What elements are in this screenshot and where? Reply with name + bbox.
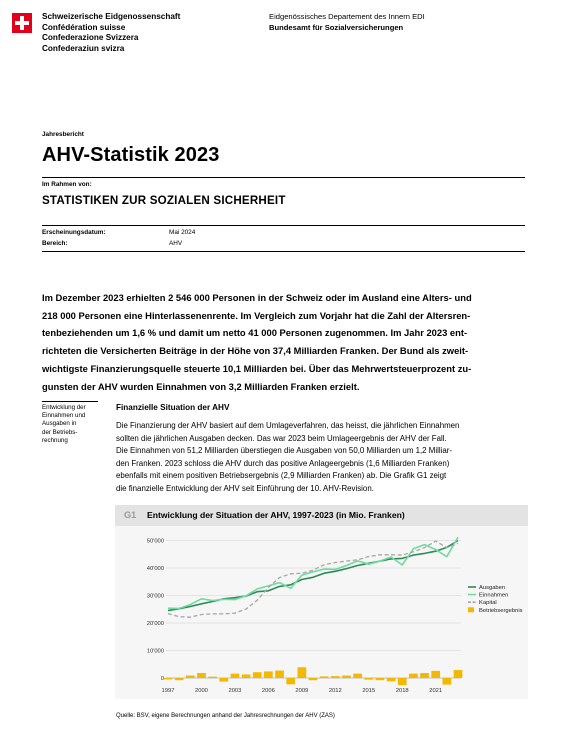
bar-betriebsergebnis — [364, 678, 373, 680]
bar-betriebsergebnis — [264, 671, 273, 678]
bar-betriebsergebnis — [376, 678, 385, 680]
bar-betriebsergebnis — [231, 674, 240, 678]
bar-betriebsergebnis — [297, 667, 306, 678]
report-type: Jahresbericht — [42, 131, 84, 138]
series-line-einnahmen — [168, 537, 458, 608]
department-name: Eidgenössisches Departement des Innern EDI — [269, 12, 425, 21]
bar-betriebsergebnis — [164, 678, 173, 679]
series-title: STATISTIKEN ZUR SOZIALEN SICHERHEIT — [42, 194, 286, 207]
area-value: AHV — [169, 240, 183, 247]
y-tick-label: 30'000 — [146, 593, 164, 600]
x-tick-label: 2000 — [195, 688, 208, 694]
bar-betriebsergebnis — [398, 678, 407, 685]
bar-betriebsergebnis — [197, 673, 206, 678]
x-tick-label: 2018 — [395, 688, 409, 694]
bar-betriebsergebnis — [409, 674, 418, 678]
area-label: Bereich: — [42, 240, 68, 247]
confederation-line: Schweizerische Eidgenossenschaft — [42, 12, 181, 21]
date-label: Erscheinungsdatum: — [42, 229, 106, 236]
lead-line: richteten die Versicherten Beiträge in der Höhe von 37,4 Milliarden Franken. Der Bund als zweit- — [42, 345, 469, 357]
bar-betriebsergebnis — [208, 677, 217, 678]
divider — [42, 225, 525, 226]
bar-betriebsergebnis — [286, 678, 295, 684]
x-tick-label: 1997 — [161, 688, 175, 694]
y-tick-label: 40'000 — [146, 566, 164, 572]
section-heading: Finanzielle Situation der AHV — [116, 403, 230, 412]
y-tick-label: 50'000 — [146, 538, 164, 545]
lead-line: wichtigste Finanzierungsquelle steuerte 10,1 Milliarden bei. Über das Mehrwertsteuerprozent zu- — [42, 362, 472, 374]
x-tick-label: 2021 — [429, 688, 443, 694]
page-title: AHV-Statistik 2023 — [42, 144, 220, 166]
sidebar-line: Ausgaben in — [42, 420, 77, 428]
source-note: Quelle: BSV, eigene Berechnungen anhand der Jahresrechnungen der AHV (ZAS) — [116, 713, 335, 719]
y-tick-label: 0 — [160, 676, 164, 682]
sidebar-line: Entwicklung der — [42, 404, 86, 411]
divider — [42, 251, 525, 252]
department-block — [269, 12, 425, 33]
y-tick-label: 20'000 — [146, 621, 164, 627]
confederation-line: Confederaziun svizra — [42, 43, 125, 53]
x-tick-label: 2006 — [261, 688, 275, 694]
paragraph-line: die finanzielle Entwicklung der AHV seit Einführung der 10. AHV-Revision. — [116, 483, 374, 493]
bar-betriebsergebnis — [253, 672, 262, 678]
x-tick-label: 2015 — [362, 688, 376, 694]
bar-betriebsergebnis — [331, 676, 340, 678]
bar-betriebsergebnis — [186, 676, 195, 678]
x-tick-label: 2009 — [295, 688, 309, 694]
confederation-line: Confédération suisse — [42, 22, 126, 32]
confederation-line: Confederazione Svizzera — [42, 33, 139, 43]
series-line-kapital — [168, 541, 458, 617]
sidebar-line: rechnung — [42, 436, 68, 444]
sidebar-line: Einnahmen und — [42, 412, 86, 420]
bar-betriebsergebnis — [454, 670, 463, 678]
bar-betriebsergebnis — [320, 676, 329, 678]
bar-betriebsergebnis — [387, 678, 396, 681]
chart-id: G1 — [124, 510, 137, 520]
bar-betriebsergebnis — [275, 671, 284, 678]
legend-label: Einnahmen — [479, 592, 509, 599]
legend-label: Kapital — [479, 600, 497, 607]
confederation-wordmark — [42, 12, 180, 54]
lead-line: gunsten der AHV wurden Einnahmen von 3,2 Milliarden Franken erzielt. — [42, 380, 360, 392]
paragraph-line: Die Einnahmen von 51,2 Milliarden überstiegen die Ausgaben von 50,0 Milliarden um 1,2 Milliar- — [116, 446, 452, 455]
lead-paragraph — [42, 289, 528, 395]
bar-betriebsergebnis — [242, 674, 251, 678]
bar-betriebsergebnis — [420, 673, 429, 678]
sidebar-divider — [42, 401, 98, 402]
chart-plot — [115, 526, 528, 699]
legend-swatch — [468, 607, 474, 612]
bar-betriebsergebnis — [431, 671, 440, 678]
divider — [42, 177, 525, 178]
paragraph-line: Die Finanzierung der AHV basiert auf dem Umlageverfahren, das heisst, die jährlichen Einnahmen — [116, 421, 460, 430]
bar-betriebsergebnis — [175, 678, 184, 680]
date-value: Mai 2024 — [169, 229, 196, 236]
legend-label: Betriebsergebnis — [479, 607, 523, 614]
bar-betriebsergebnis — [342, 676, 351, 678]
sidebar-line: der Betriebs- — [42, 428, 78, 436]
legend-label: Ausgaben — [479, 585, 506, 591]
paragraph-line: sollten die jährlichen Ausgaben decken. Das war 2023 beim Umlageergebnis der AHV der Fall. — [116, 433, 447, 443]
sidebar-note — [42, 404, 98, 445]
lead-line: Im Dezember 2023 erhielten 2 546 000 Personen in der Schweiz oder im Ausland eine Alters- und — [42, 292, 472, 303]
chart-title: Entwicklung der Situation der AHV, 1997-2023 (in Mio. Franken) — [147, 510, 405, 520]
lead-line: tenbeziehenden um 1,6 % und damit um netto 41 000 Personen zugenommen. Im Jahr 2023 ent- — [42, 327, 468, 339]
office-name: Bundesamt für Sozialversicherungen — [269, 22, 404, 32]
bar-betriebsergebnis — [353, 674, 362, 678]
lead-line: 218 000 Personen eine Hinterlassenenrente. Im Vergleich zum Vorjahr hat die Zahl der Altersren- — [42, 309, 471, 321]
swiss-flag-logo — [12, 13, 32, 33]
series-label: Im Rahmen von: — [42, 181, 92, 188]
bar-betriebsergebnis — [219, 678, 228, 682]
x-tick-label: 2012 — [328, 688, 342, 694]
bar-betriebsergebnis — [309, 678, 318, 680]
x-tick-label: 2003 — [228, 688, 242, 694]
y-tick-label: 10'000 — [146, 648, 164, 655]
section-paragraph — [116, 420, 527, 495]
paragraph-line: den Franken. 2023 schloss die AHV durch das positive Anlageergebnis (1,6 Milliarden Franken) — [116, 458, 450, 468]
bar-betriebsergebnis — [442, 678, 451, 685]
paragraph-line: ebenfalls mit einem positiven Betriebsergebnis (2,9 Milliarden Franken) ab. Die Grafik G1 zeigt — [116, 471, 447, 480]
